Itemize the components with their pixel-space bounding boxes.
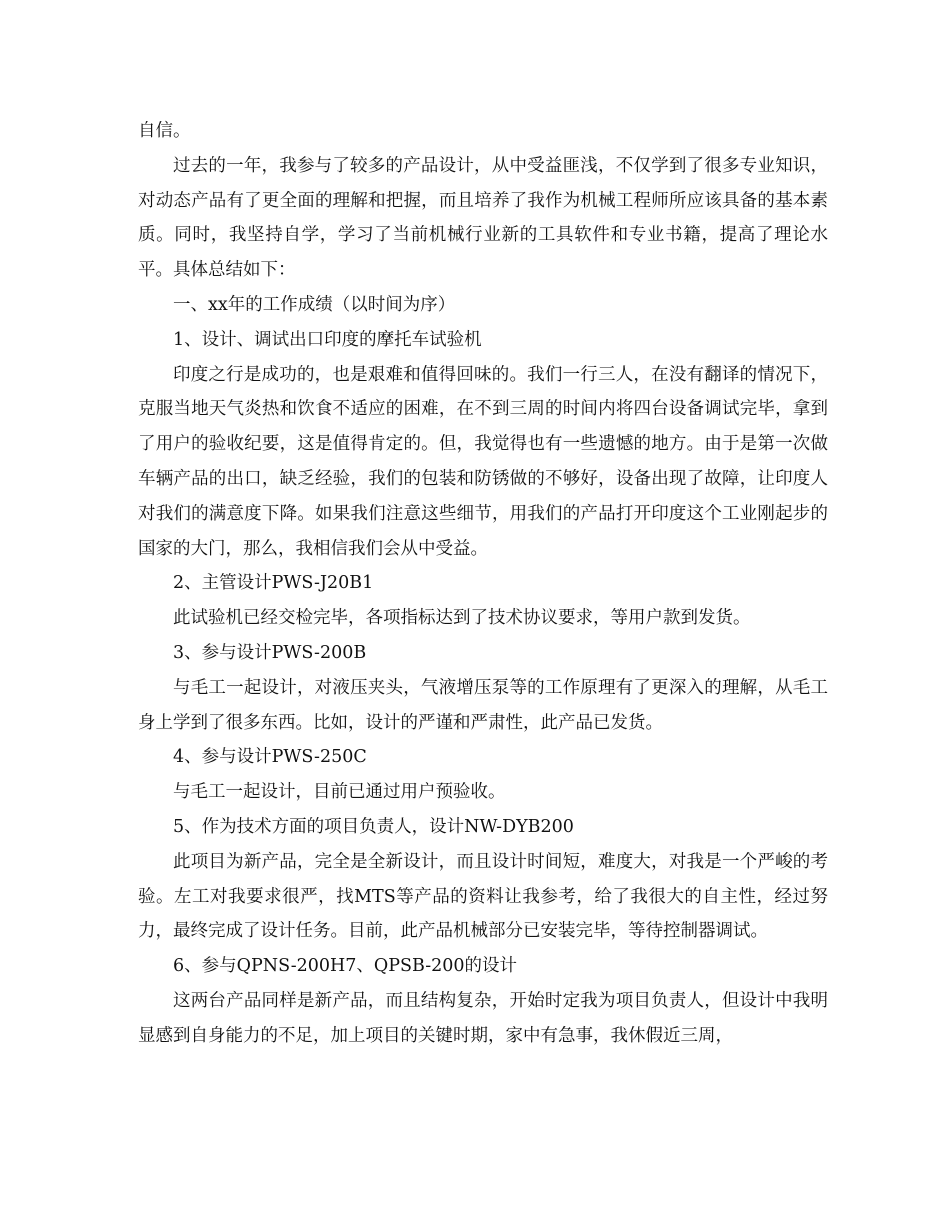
paragraph-item-5: 此项目为新产品，完全是全新设计，而且设计时间短，难度大，对我是一个严峻的考验。左工对我要求很严，找MTS等产品的资料让我参考，给了我很大的自主性，经过努力，最终完成了设计任务。目前，此产品机械部分已安装完毕，等待控制器调试。 (138, 851, 828, 942)
paragraph-opening: 自信。 (138, 121, 191, 141)
item-heading-3: 3、参与设计PWS-200B (173, 642, 367, 663)
item-heading-4: 4、参与设计PWS-250C (173, 747, 367, 768)
paragraph-item-3: 与毛工一起设计，对液压夹头，气液增压泵等的工作原理有了更深入的理解，从毛工身上学到了很多东西。比如，设计的严谨和严肃性，此产品已发货。 (138, 677, 828, 733)
document-page (138, 114, 828, 1054)
section-heading-achievements: 一、xx年的工作成绩（以时间为序） (173, 294, 456, 315)
paragraph-item-6: 这两台产品同样是新产品，而且结构复杂，开始时定我为项目负责人，但设计中我明显感到自身能力的不足，加上项目的关键时期，家中有急事，我休假近三周， (138, 990, 828, 1046)
paragraph-item-2: 此试验机已经交检完毕，各项指标达到了技术协议要求，等用户款到发货。 (173, 608, 751, 629)
paragraph-item-4: 与毛工一起设计，目前已通过用户预验收。 (173, 782, 506, 803)
item-heading-5: 5、作为技术方面的项目负责人，设计NW-DYB200 (173, 816, 574, 837)
item-heading-1: 1、设计、调试出口印度的摩托车试验机 (173, 329, 482, 350)
item-heading-2: 2、主管设计PWS-J20B1 (173, 573, 374, 594)
paragraph-india-trip: 印度之行是成功的，也是艰难和值得回味的。我们一行三人，在没有翻译的情况下，克服当地天气炎热和饮食不适应的困难，在不到三周的时间内将四台设备调试完毕，拿到了用户的验收纪要，这是值得肯定的。但，我觉得也有一些遗憾的地方。由于是第一次做车辆产品的出口，缺乏经验，我们的包装和防锈做的不够好，设备出现了故障，让印度人对我们的满意度下降。如果我们注意这些细节，用我们的产品打开印度这个工业刚起步的国家的大门，那么，我相信我们会从中受益。 (138, 364, 828, 559)
paragraph-summary-intro: 过去的一年，我参与了较多的产品设计，从中受益匪浅，不仅学到了很多专业知识，对动态产品有了更全面的理解和把握，而且培养了我作为机械工程师所应该具备的基本素质。同时，我坚持自学，学习了当前机械行业新的工具软件和专业书籍，提高了理论水平。具体总结如下： (138, 155, 828, 281)
item-heading-6: 6、参与QPNS-200H7、QPSB-200的设计 (173, 956, 518, 977)
